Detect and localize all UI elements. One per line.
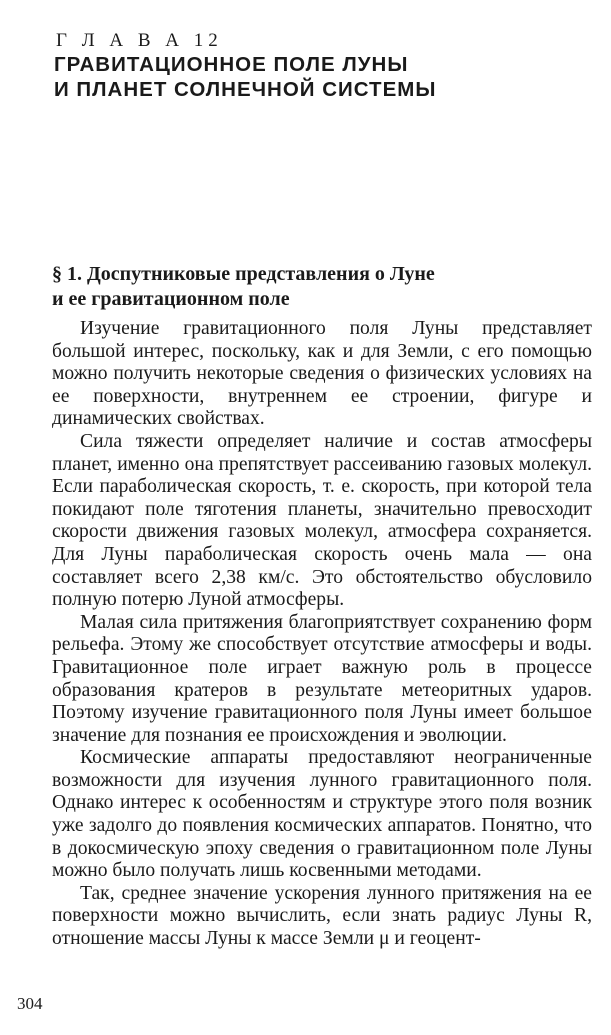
paragraph: Сила тяжести определяет наличие и состав атмосферы планет, именно она препятствует рассеиванию газовых молекул. Если параболическая скорость, т. е. скорость, при которой тела покидают поле тяготения планеты, значительно превосходит скорости движения газовых молекул, атмосфера сохраняется. Для Луны параболическая скорость очень мала — она составляет всего 2,38 км/с. Это обстоятельство обусловило полную потерю Луной атмосферы.	[52, 430, 592, 611]
paragraph: Так, среднее значение ускорения лунного притяжения на ее поверхности можно вычислить, если знать радиус Луны R, отношение массы Луны к массе Земли μ и геоцент-	[52, 882, 592, 950]
section-title	[52, 262, 572, 312]
chapter-title-line: ГРАВИТАЦИОННОЕ ПОЛЕ ЛУНЫ	[54, 53, 409, 76]
paragraph: Космические аппараты предоставляют неограниченные возможности для изучения лунного гравитационного поля. Однако интерес к особенностям и структуре этого поля возник уже задолго до появления космических аппаратов. Понятно, что в докосмическую эпоху сведения о гравитационном поле Луны можно было получать лишь косвенными методами.	[52, 747, 592, 882]
paragraph: Малая сила притяжения благоприятствует сохранению форм рельефа. Этому же способствует отсутствие атмосферы и воды. Гравитационное поле играет важную роль в процессе образования кратеров в результате метеоритных ударов. Поэтому изучение гравитационного поля Луны имеет большое значение для познания ее происхождения и эволюции.	[52, 611, 592, 746]
section-title-line: и ее гравитационном поле	[52, 288, 290, 310]
page-number: 304	[17, 994, 43, 1013]
chapter-label: Г Л А В А 12	[56, 30, 223, 51]
body-text	[52, 318, 592, 951]
paragraph: Изучение гравитационного поля Луны представляет большой интерес, поскольку, как и для Земли, с его помощью можно получить некоторые сведения о физических условиях на ее поверхности, внутреннем ее строении, фигуре и динамических свойствах.	[52, 318, 592, 430]
section-title-line: § 1. Доспутниковые представления о Луне	[52, 263, 435, 285]
chapter-title-line: И ПЛАНЕТ СОЛНЕЧНОЙ СИСТЕМЫ	[54, 78, 437, 101]
chapter-title	[54, 52, 574, 102]
